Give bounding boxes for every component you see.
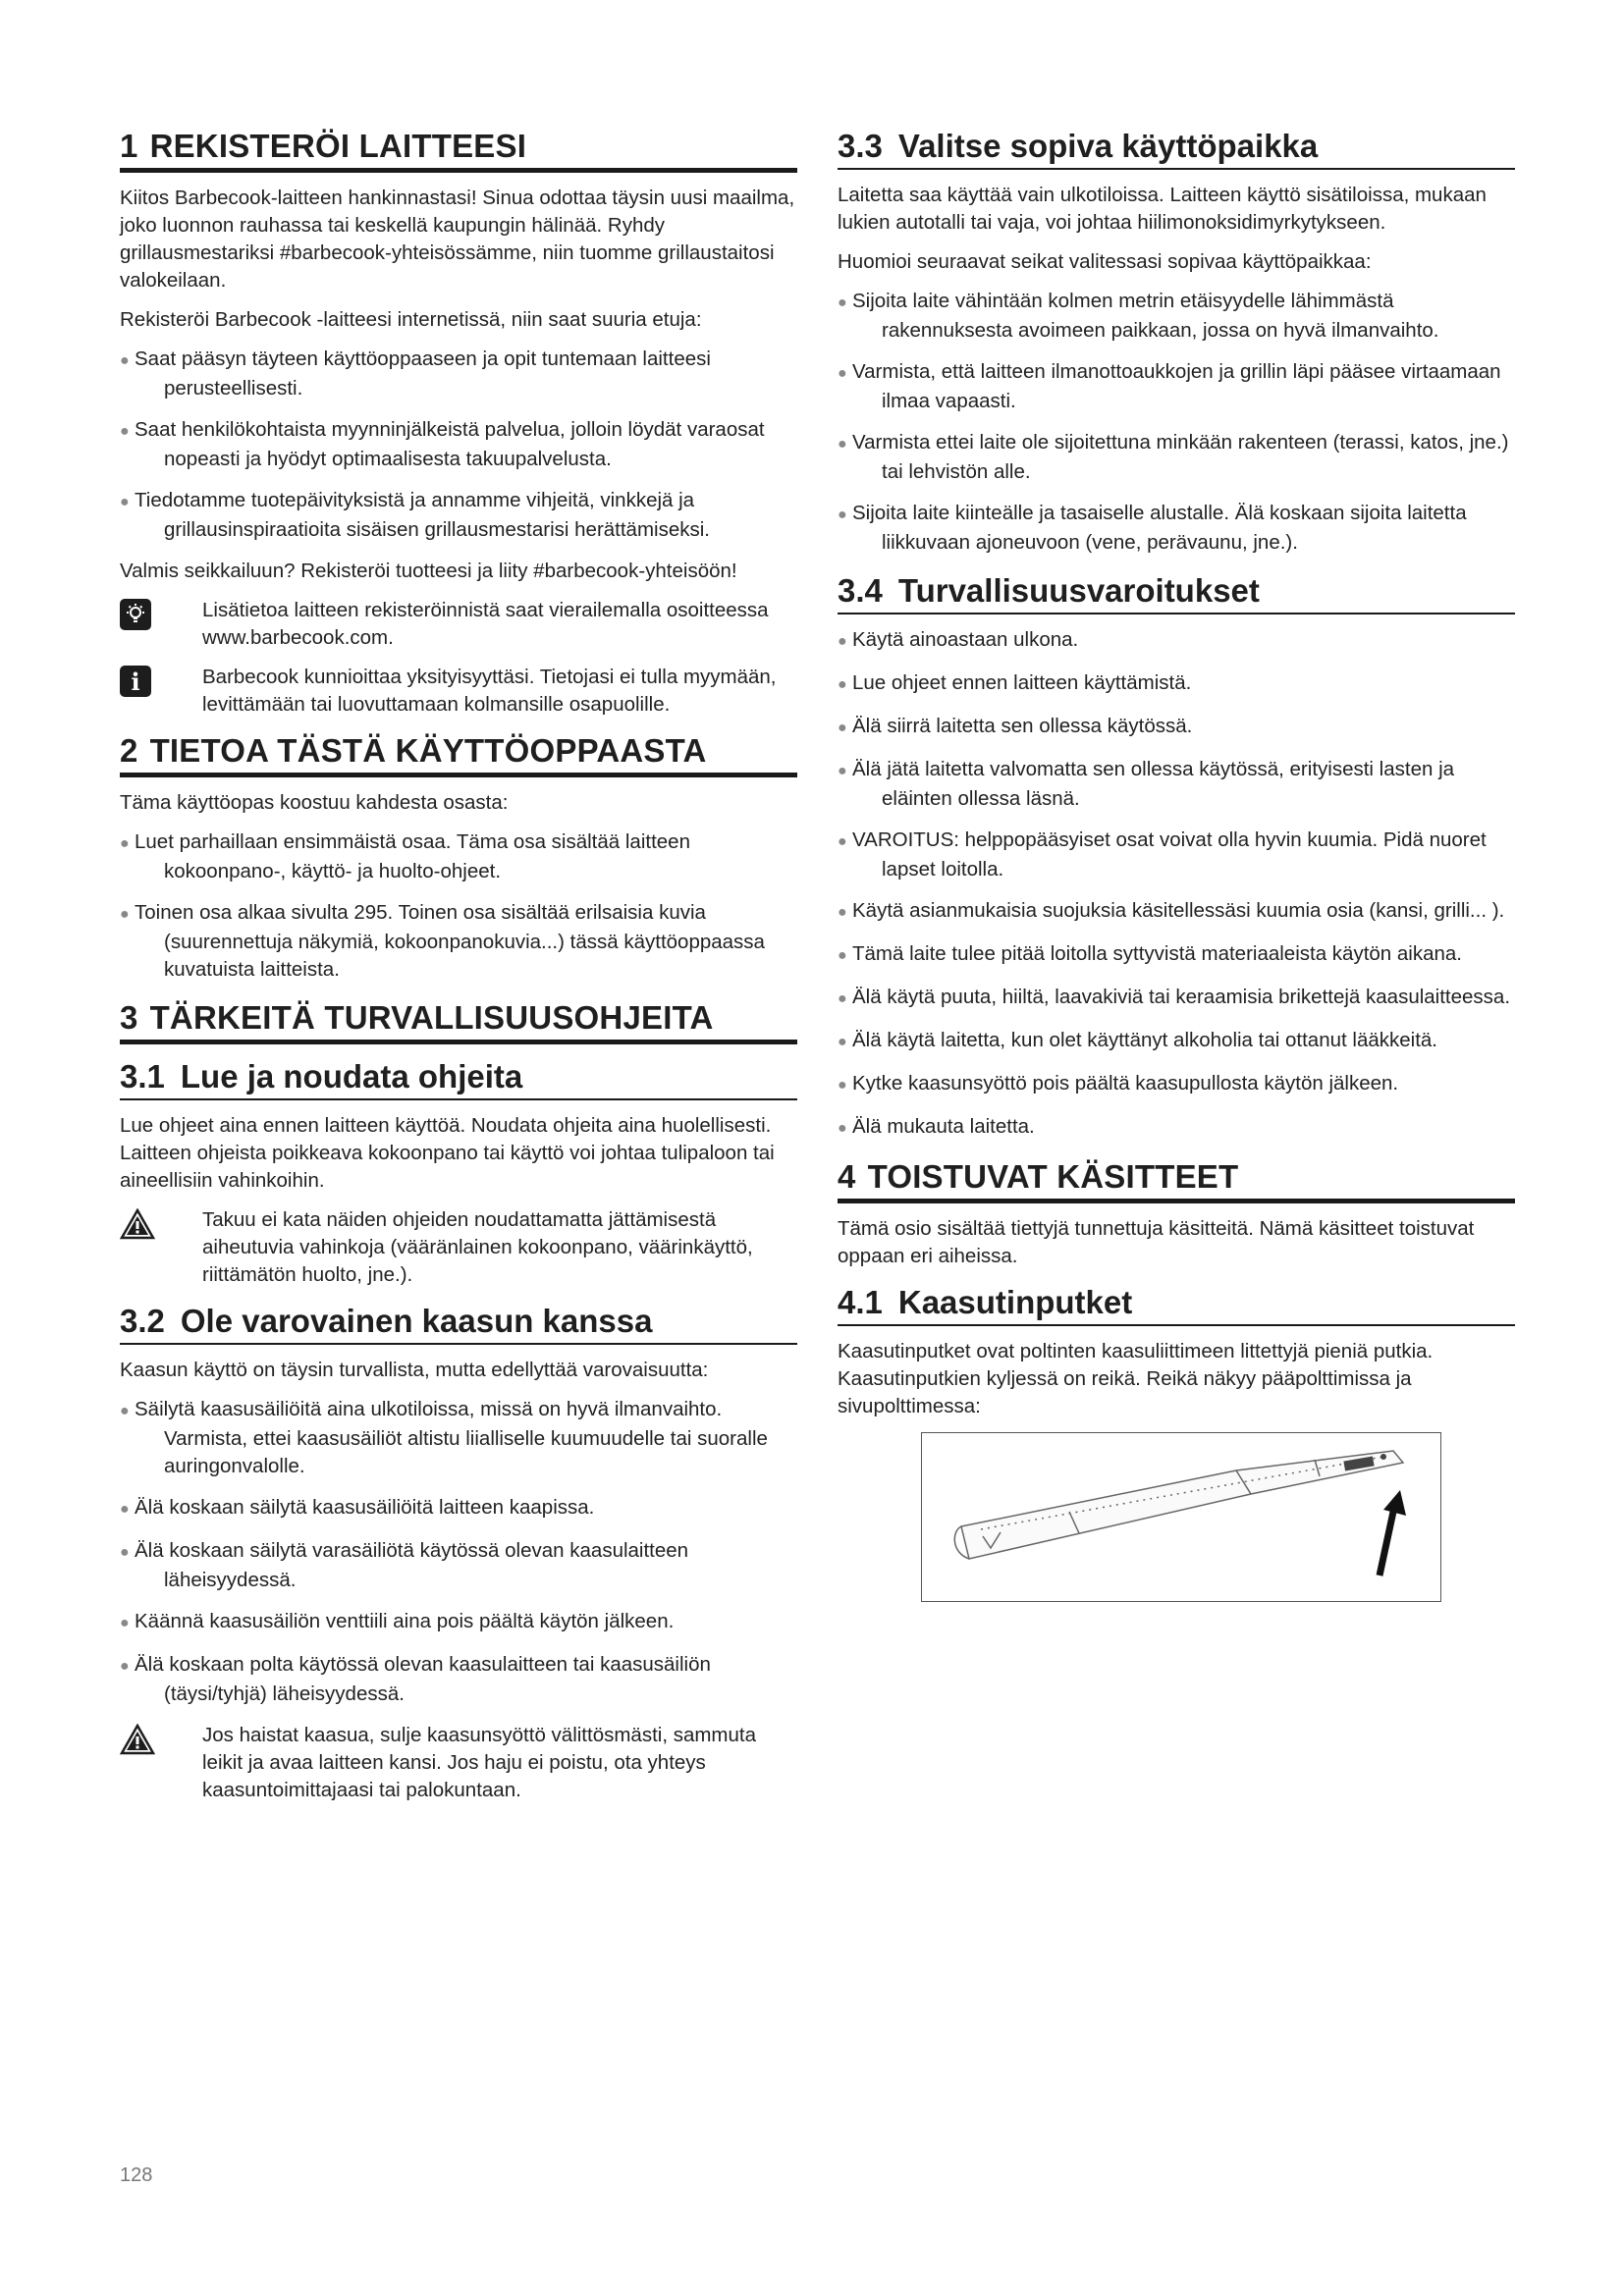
section-1-heading: 1 REKISTERÖI LAITTEESI: [120, 126, 797, 173]
list-item: ● Älä käytä laitetta, kun olet käyttänyt alkoholia tai ottanut lääkkeitä.: [838, 1027, 1515, 1056]
bullet-dot-icon: ●: [120, 906, 130, 923]
section-3-2-intro: Kaasun käyttö on täysin turvallista, mutta edellyttää varovaisuutta:: [120, 1359, 709, 1381]
list-item: ● Tiedotamme tuotepäivityksistä ja annamme vihjeitä, vinkkejä ja grillausinspiraatioita sisäisen grillausmestarisi herättämiseksi.: [120, 489, 710, 541]
list-item: ● Älä jätä laitetta valvomatta sen ollessa käytössä, erityisesti lasten ja eläinten ollessa läsnä.: [838, 758, 1455, 810]
bullet-dot-icon: ●: [838, 436, 847, 453]
right-column: [838, 126, 1515, 1602]
list-item: ● Kytke kaasunsyöttö pois päältä kaasupullosta käytön jälkeen.: [838, 1070, 1515, 1099]
tip-note: Lisätietoa laitteen rekisteröinnistä saat vierailemalla osoitteessa www.barbecook.com.: [120, 597, 797, 652]
bullet-dot-icon: ●: [838, 720, 847, 736]
section-1-cta: Valmis seikkailuun? Rekisteröi tuotteesi ja liity #barbecook-yhteisöön!: [120, 560, 737, 582]
section-3-4-list: [838, 626, 1515, 1143]
section-3-heading: 3 TÄRKEITÄ TURVALLISUUSOHJEITA: [120, 997, 797, 1044]
section-3-2-list: [120, 1396, 797, 1708]
info-icon: i: [120, 666, 151, 697]
section-2-list: [120, 828, 797, 984]
bullet-dot-icon: ●: [838, 990, 847, 1007]
lightbulb-icon: [120, 599, 151, 630]
list-item: ● Saat pääsyn täyteen käyttöoppaaseen ja opit tuntemaan laitteesi perusteellisesti.: [120, 347, 711, 400]
burner-tube-figure: [921, 1432, 1441, 1602]
arrow-icon: [1380, 1490, 1406, 1575]
list-item: ● Varmista ettei laite ole sijoitettuna minkään rakenteen (terassi, katos, jne.) tai lehvistön alle.: [838, 431, 1509, 483]
section-3-4-heading: 3.4 Turvallisuusvaroitukset: [838, 570, 1515, 614]
bullet-dot-icon: ●: [838, 1034, 847, 1050]
bullet-dot-icon: ●: [838, 633, 847, 650]
list-item: ● Älä mukauta laitetta.: [838, 1113, 1515, 1143]
list-item: ● Älä koskaan polta käytössä olevan kaasulaitteen tai kaasusäiliön (täysi/tyhjä) läheisyydessä.: [120, 1653, 711, 1705]
warning-note: Jos haistat kaasua, sulje kaasunsyöttö välittösmästi, sammuta leikit ja avaa laitteen kansi. Jos haju ei poistu, ota yhteys kaasuntoimittajaasi tai palokuntaan.: [120, 1722, 797, 1804]
section-3-3-heading: 3.3 Valitse sopiva käyttöpaikka: [838, 126, 1515, 170]
list-item: ● Varmista, että laitteen ilmanottoaukkojen ja grillin läpi pääsee virtaamaan ilmaa vapaasti.: [838, 360, 1501, 412]
section-4-text: Tämä osio sisältää tiettyjä tunnettuja käsitteitä. Nämä käsitteet toistuvat oppaan eri aiheissa.: [838, 1217, 1475, 1267]
section-3-3-list: [838, 288, 1515, 557]
left-column: [120, 126, 797, 1816]
section-1-benefits: [120, 346, 797, 544]
section-4-1-heading: 4.1 Kaasutinputket: [838, 1282, 1515, 1326]
list-item: ● Älä käytä puuta, hiiltä, laavakiviä tai keraamisia brikettejä kaasulaitteessa.: [838, 984, 1515, 1013]
warning-triangle-icon: [120, 1724, 155, 1755]
bullet-dot-icon: ●: [838, 904, 847, 921]
section-3-2-heading: 3.2 Ole varovainen kaasun kanssa: [120, 1301, 797, 1345]
list-item: ● Älä siirrä laitetta sen ollessa käytössä.: [838, 713, 1515, 742]
bullet-dot-icon: ●: [120, 1403, 130, 1419]
list-item: ● Lue ohjeet ennen laitteen käyttämistä.: [838, 669, 1515, 699]
list-item: ● Säilytä kaasusäiliöitä aina ulkotiloissa, missä on hyvä ilmanvaihto. Varmista, ettei kaasusäiliöt altistu liialliselle kuumuudelle tai suoralle auringonvalolle.: [120, 1398, 768, 1477]
bullet-dot-icon: ●: [120, 1658, 130, 1675]
bullet-dot-icon: ●: [120, 1544, 130, 1561]
bullet-dot-icon: ●: [120, 1615, 130, 1631]
section-3-3-intro: Huomioi seuraavat seikat valitessasi sopivaa käyttöpaikkaa:: [838, 250, 1372, 273]
list-item: ● Sijoita laite kiinteälle ja tasaiselle alustalle. Älä koskaan sijoita laitetta liikkuvaan ajoneuvoon (vene, perävaunu, jne.).: [838, 502, 1467, 554]
bullet-dot-icon: ●: [120, 494, 130, 510]
bullet-dot-icon: ●: [838, 947, 847, 964]
section-1-register: Rekisteröi Barbecook -laitteesi internetissä, niin saat suuria etuja:: [120, 308, 702, 331]
warning-triangle-icon: [120, 1208, 155, 1240]
burner-tube-illustration: [922, 1433, 1440, 1601]
list-item: ● Käytä asianmukaisia suojuksia käsitellessäsi kuumia osia (kansi, grilli... ).: [838, 897, 1515, 927]
bullet-dot-icon: ●: [120, 423, 130, 440]
bullet-dot-icon: ●: [120, 352, 130, 369]
list-item: ● Luet parhaillaan ensimmäistä osaa. Täma osa sisältää laitteen kokoonpano-, käyttö- ja huolto-ohjeet.: [120, 830, 690, 882]
list-item: ● Käytä ainoastaan ulkona.: [838, 626, 1515, 656]
list-item: ● Käännä kaasusäiliön venttiili aina pois päältä käytön jälkeen.: [120, 1608, 797, 1637]
warning-note: Takuu ei kata näiden ohjeiden noudattamatta jättämisestä aiheutuvia vahinkoja (vääränlainen kokoonpano, väärinkäyttö, riittämätön huolto, jne.).: [120, 1206, 797, 1289]
section-3-3-text: Laitetta saa käyttää vain ulkotiloissa. Laitteen käyttö sisätiloissa, mukaan lukien autotalli tai vaja, voi johtaa hiilimonoksidimyrkytykseen.: [838, 184, 1487, 234]
section-2-intro: Täma käyttöopas koostuu kahdesta osasta:: [120, 791, 509, 814]
bullet-dot-icon: ●: [120, 1501, 130, 1518]
bullet-dot-icon: ●: [838, 763, 847, 779]
section-4-1-text: Kaasutinputket ovat poltinten kaasuliittimeen littettyjä pieniä putkia. Kaasutinputkien kyljessä on reikä. Reikä näkyy pääpolttimissa ja sivupolttimessa:: [838, 1340, 1434, 1417]
section-1-intro: Kiitos Barbecook-laitteen hankinnastasi! Sinua odottaa täysin uusi maailma, joko luonnon rauhassa tai keskellä kaupungin hälinää. Ryhdy grillausmestariksi #barbecook-yhteisössämme, niin tuomme grillaustaitosi valokeilaan.: [120, 187, 795, 292]
list-item: ● Älä koskaan säilytä varasäiliötä käytössä olevan kaasulaitteen läheisyydessä.: [120, 1539, 689, 1591]
bullet-dot-icon: ●: [120, 835, 130, 852]
bullet-dot-icon: ●: [838, 294, 847, 311]
section-4-heading: 4 TOISTUVAT KÄSITTEET: [838, 1156, 1515, 1203]
bullet-dot-icon: ●: [838, 833, 847, 850]
list-item: ● Älä koskaan säilytä kaasusäiliöitä laitteen kaapissa.: [120, 1494, 797, 1523]
section-3-1-text: Lue ohjeet aina ennen laitteen käyttöä. Noudata ohjeita aina huolellisesti. Laitteen ohjeista poikkeava kokoonpano tai käyttö voi johtaa tulipaloon tai aineellisiin vahinkoihin.: [120, 1114, 775, 1192]
bullet-dot-icon: ●: [838, 1077, 847, 1094]
page-number: 128: [120, 2164, 153, 2186]
list-item: ● Sijoita laite vähintään kolmen metrin etäisyydelle lähimmästä rakennuksesta avoimeen paikkaan, jossa on hyvä ilmanvaihto.: [838, 290, 1439, 342]
list-item: ● VAROITUS: helppopääsyiset osat voivat olla hyvin kuumia. Pidä nuoret lapset loitolla.: [838, 828, 1487, 881]
bullet-dot-icon: ●: [838, 1120, 847, 1137]
list-item: ● Toinen osa alkaa sivulta 295. Toinen osa sisältää erilsaisia kuvia (suurennettuja näkymiä, kokoonpanokuvia...) tässä käyttöoppaassa kuvatuista laitteista.: [120, 901, 765, 981]
info-note: i Barbecook kunnioittaa yksityisyyttäsi. Tietojasi ei tulla myymään, levittämään tai luovuttamaan kolmansille osapuolille.: [120, 664, 797, 719]
bullet-dot-icon: ●: [838, 507, 847, 523]
section-2-heading: 2 TIETOA TÄSTÄ KÄYTTÖOPPAASTA: [120, 730, 797, 777]
list-item: ● Tämä laite tulee pitää loitolla syttyvistä materiaaleista käytön aikana.: [838, 940, 1515, 970]
section-3-1-heading: 3.1 Lue ja noudata ohjeita: [120, 1056, 797, 1100]
bullet-dot-icon: ●: [838, 676, 847, 693]
bullet-dot-icon: ●: [838, 365, 847, 382]
list-item: ● Saat henkilökohtaista myynninjälkeistä palvelua, jolloin löydät varaosat nopeasti ja hyödyt optimaalisesta takuupalvelusta.: [120, 418, 765, 470]
